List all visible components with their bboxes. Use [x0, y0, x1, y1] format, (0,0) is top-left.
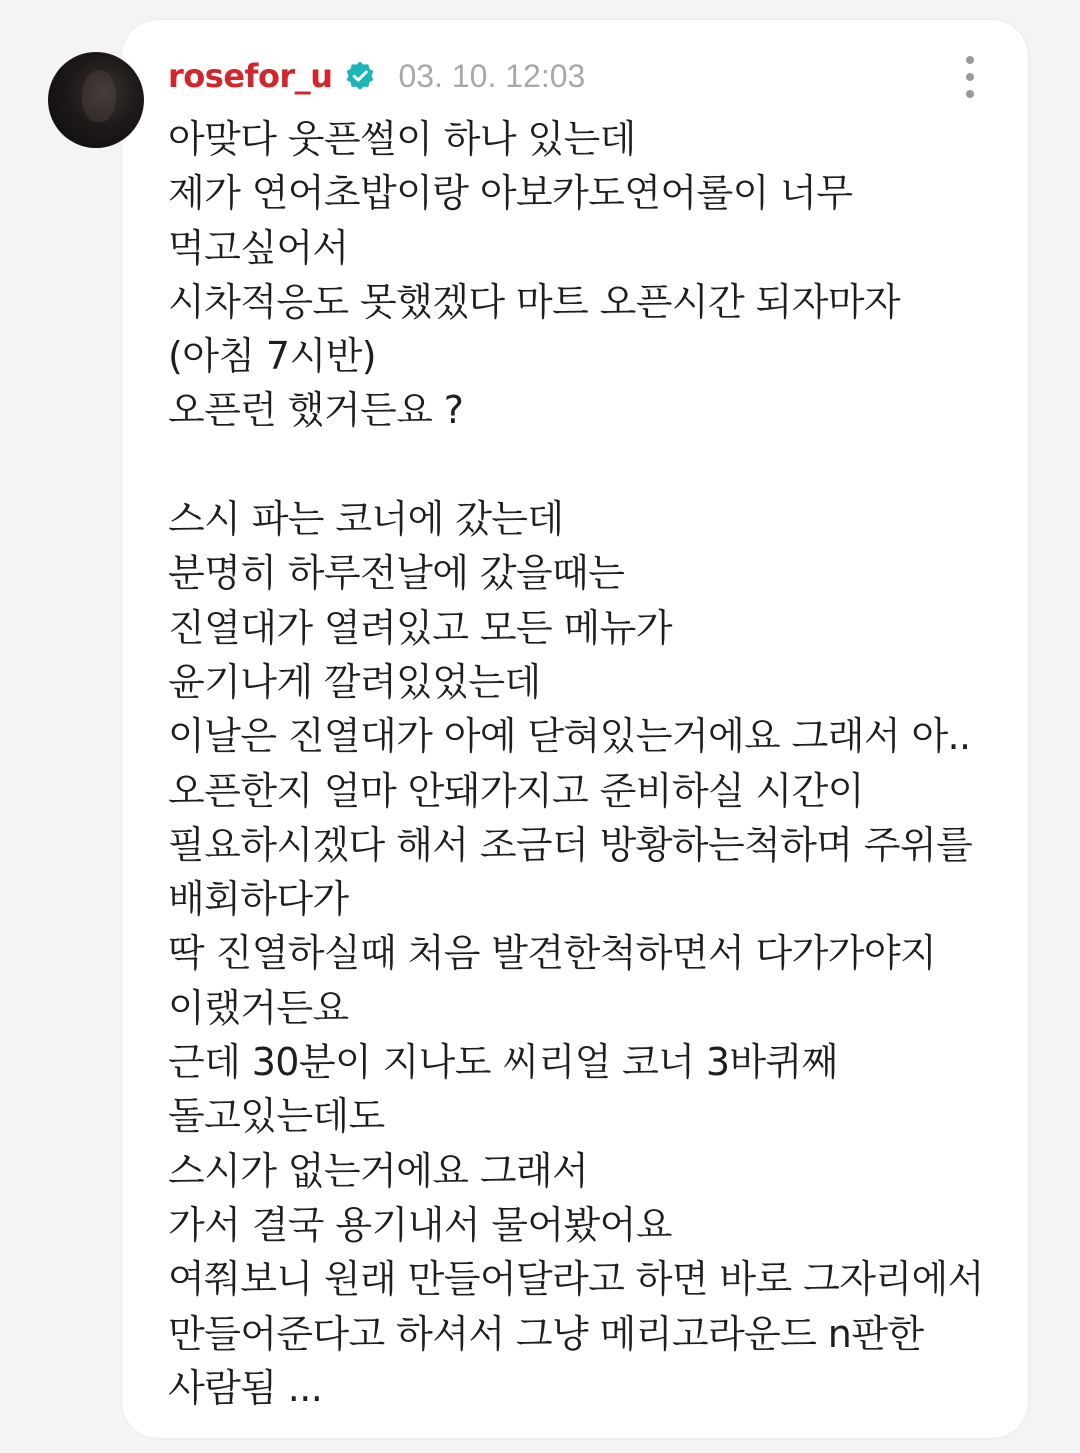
comment-line: 근데 30분이 지나도 씨리얼 코너 3바퀴째 — [168, 1040, 838, 1085]
comment-line: 딱 진열하실때 처음 발견한척하면서 다가가야지 — [168, 931, 937, 976]
more-vertical-icon — [966, 56, 974, 64]
verified-badge-icon — [344, 60, 376, 92]
comment-body — [168, 112, 1008, 1415]
comment-line: 스시가 없는거에요 그래서 — [168, 1148, 589, 1193]
comment-line: 아맞다 웃픈썰이 하나 있는데 — [168, 117, 636, 161]
comment-line: 사람됨 ... — [168, 1365, 323, 1410]
comment-line: 먹고싶어서 — [168, 225, 349, 270]
comment-header — [168, 52, 585, 100]
comment-line: 가서 결국 용기내서 물어봤어요 — [168, 1202, 672, 1247]
comment-line: 스시 파는 코너에 갔는데 — [168, 497, 564, 542]
comment-line-blank — [168, 438, 1008, 492]
comment-line: 이랬거든요 — [168, 985, 349, 1030]
avatar-photo — [82, 70, 116, 122]
more-options-button[interactable] — [954, 56, 986, 98]
comment-line: 만들어준다고 하셔서 그냥 메리고라운드 n판한 — [168, 1311, 924, 1356]
comment-line: (아침 7시반) — [168, 334, 376, 379]
comment-line: 진열대가 열려있고 모든 메뉴가 — [168, 605, 672, 650]
comment-line: 필요하시겠다 해서 조금더 방황하는척하며 주위를 — [168, 822, 973, 867]
comment-line: 시차적응도 못했겠다 마트 오픈시간 되자마자 — [168, 279, 900, 324]
comment-line: 윤기나게 깔려있었는데 — [168, 659, 541, 704]
username-link[interactable]: rosefor_u — [168, 57, 333, 95]
comment-line: 배회하다가 — [168, 877, 349, 922]
comment-timestamp: 03. 10. 12:03 — [398, 57, 586, 94]
comment-line: 제가 연어초밥이랑 아보카도연어롤이 너무 — [168, 171, 853, 216]
more-vertical-icon-dot-2 — [966, 73, 974, 81]
comment-line: 돌고있는데도 — [168, 1094, 385, 1139]
comment-line: 이날은 진열대가 아예 닫혀있는거에요 그래서 아.. — [168, 714, 971, 759]
comment-line: 오픈런 했거든요 ? — [168, 388, 464, 433]
avatar[interactable] — [48, 52, 144, 148]
comment-line: 분명히 하루전날에 갔을때는 — [168, 551, 625, 596]
comment-line: 여쭤보니 원래 만들어달라고 하면 바로 그자리에서 — [168, 1257, 984, 1302]
more-vertical-icon-dot-3 — [966, 90, 974, 98]
comment-line: 오픈한지 얼마 안돼가지고 준비하실 시간이 — [168, 768, 864, 813]
